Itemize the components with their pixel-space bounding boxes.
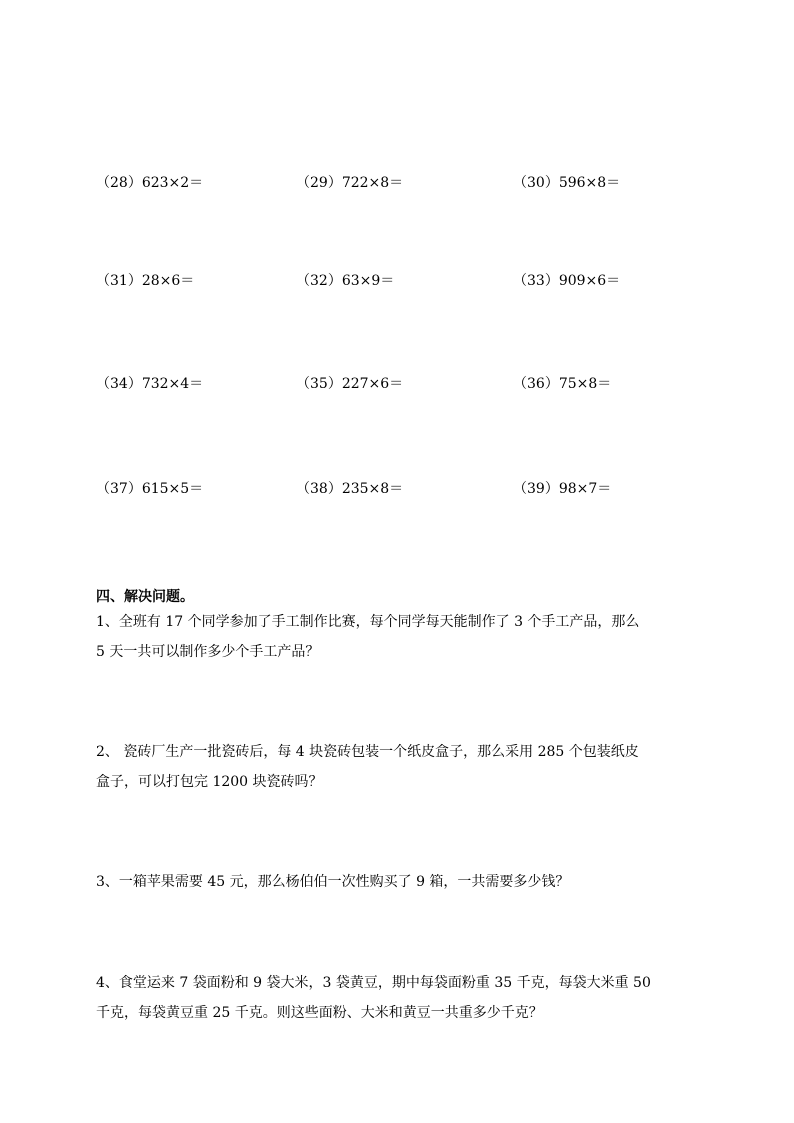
section-title: 四、解决问题。 (96, 589, 194, 605)
exercise-row (0, 372, 794, 396)
exercise-item: （35）227×6＝ (296, 376, 404, 392)
exercise-item: （39）98×7＝ (513, 481, 612, 497)
problem-line: 千克，每袋黄豆重 25 千克。则这些面粉、大米和黄豆一共重多少千克？ (96, 1005, 543, 1021)
problem-line: 1、全班有 17 个同学参加了手工制作比赛，每个同学每天能制作了 3 个手工产品，那么 (96, 614, 640, 630)
exercise-item: （37）615×5＝ (96, 481, 204, 497)
exercise-item: （33）909×6＝ (513, 273, 621, 289)
exercise-row (0, 269, 794, 293)
word-problem (96, 867, 706, 897)
exercise-item: （34）732×4＝ (96, 376, 204, 392)
exercise-item: （36）75×8＝ (513, 376, 612, 392)
word-problem (96, 737, 706, 797)
word-problem (96, 607, 706, 667)
exercise-item: （31）28×6＝ (96, 273, 195, 289)
problem-line: 5 天一共可以制作多少个手工产品？ (96, 644, 320, 660)
problem-line: 3、一箱苹果需要 45 元，那么杨伯伯一次性购买了 9 箱，一共需要多少钱？ (96, 874, 570, 890)
word-problem (96, 968, 706, 1028)
exercise-item: （32）63×9＝ (296, 273, 395, 289)
exercise-row (0, 171, 794, 195)
problem-line: 2、 瓷砖厂生产一批瓷砖后，每 4 块瓷砖包装一个纸皮盒子，那么采用 285 个包装纸皮 (96, 744, 639, 760)
exercise-item: （30）596×8＝ (513, 175, 621, 191)
problem-line: 盒子，可以打包完 1200 块瓷砖吗？ (96, 774, 323, 790)
exercise-item: （28）623×2＝ (96, 175, 204, 191)
problem-line: 4、食堂运来 7 袋面粉和 9 袋大米，3 袋黄豆，期中每袋面粉重 35 千克，每袋大米重 50 (96, 975, 651, 991)
exercise-row (0, 477, 794, 501)
exercise-item: （38）235×8＝ (296, 481, 404, 497)
exercise-item: （29）722×8＝ (296, 175, 404, 191)
